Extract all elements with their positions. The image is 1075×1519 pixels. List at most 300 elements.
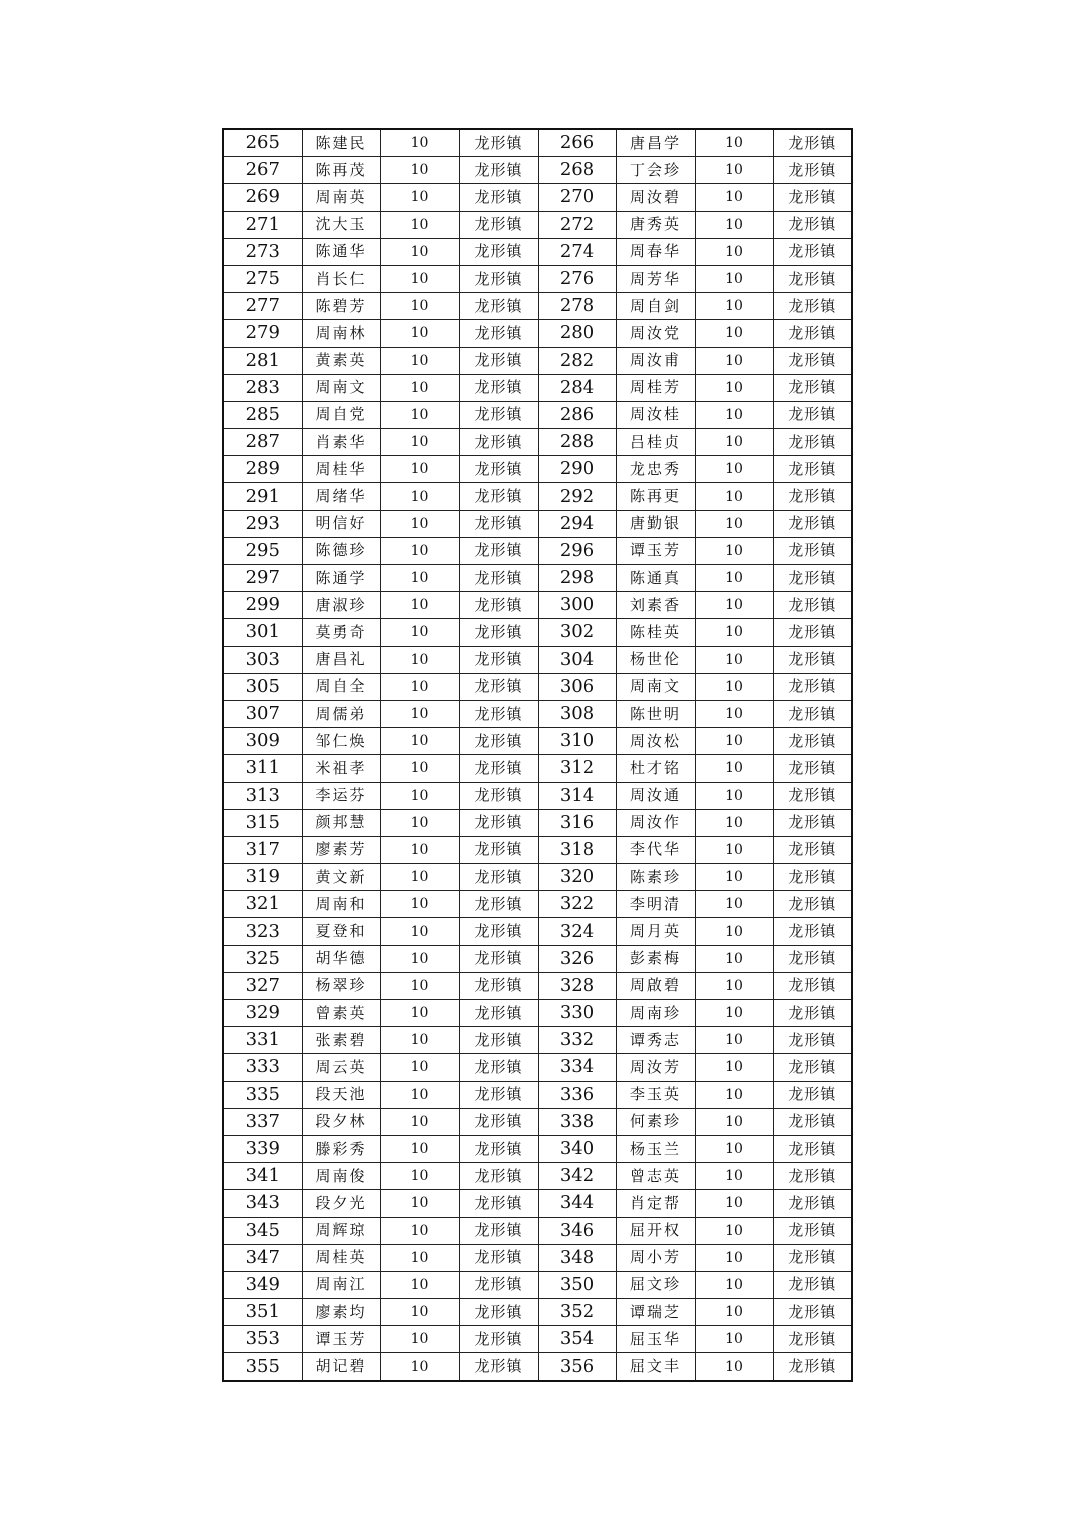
person-name-cell: 肖素华 [302, 429, 380, 456]
table-row [223, 1190, 852, 1217]
amount-cell: 10 [695, 1353, 773, 1381]
town-name-cell: 龙形镇 [773, 320, 852, 347]
person-name-cell: 周汝松 [616, 728, 695, 755]
entry-number-cell: 287 [223, 429, 302, 456]
entry-number-cell: 304 [538, 646, 616, 673]
town-name-cell: 龙形镇 [773, 592, 852, 619]
entry-number-cell: 297 [223, 565, 302, 592]
amount-cell: 10 [695, 728, 773, 755]
town-name-cell: 龙形镇 [773, 157, 852, 184]
person-name-cell: 唐秀英 [616, 211, 695, 238]
amount-cell: 10 [380, 537, 459, 564]
entry-number-cell: 295 [223, 537, 302, 564]
person-name-cell: 米祖孝 [302, 755, 380, 782]
entry-number-cell: 283 [223, 374, 302, 401]
table-row [223, 1163, 852, 1190]
amount-cell: 10 [380, 1353, 459, 1381]
entry-number-cell: 355 [223, 1353, 302, 1381]
town-name-cell: 龙形镇 [773, 782, 852, 809]
amount-cell: 10 [380, 1135, 459, 1162]
town-name-cell: 龙形镇 [459, 1353, 538, 1381]
town-name-cell: 龙形镇 [773, 891, 852, 918]
amount-cell: 10 [695, 429, 773, 456]
entry-number-cell: 352 [538, 1299, 616, 1326]
person-name-cell: 曾素英 [302, 1000, 380, 1027]
table-row [223, 320, 852, 347]
amount-cell: 10 [695, 1135, 773, 1162]
town-name-cell: 龙形镇 [459, 429, 538, 456]
town-name-cell: 龙形镇 [773, 401, 852, 428]
amount-cell: 10 [695, 293, 773, 320]
entry-number-cell: 337 [223, 1108, 302, 1135]
entry-number-cell: 277 [223, 293, 302, 320]
town-name-cell: 龙形镇 [773, 1190, 852, 1217]
town-name-cell: 龙形镇 [773, 700, 852, 727]
entry-number-cell: 334 [538, 1054, 616, 1081]
town-name-cell: 龙形镇 [773, 864, 852, 891]
amount-cell: 10 [380, 157, 459, 184]
town-name-cell: 龙形镇 [773, 1027, 852, 1054]
entry-number-cell: 324 [538, 918, 616, 945]
entry-number-cell: 317 [223, 836, 302, 863]
town-name-cell: 龙形镇 [459, 211, 538, 238]
town-name-cell: 龙形镇 [459, 918, 538, 945]
table-row [223, 673, 852, 700]
table-row [223, 429, 852, 456]
table-row [223, 184, 852, 211]
person-name-cell: 周汝芳 [616, 1054, 695, 1081]
entry-number-cell: 269 [223, 184, 302, 211]
entry-number-cell: 342 [538, 1163, 616, 1190]
entry-number-cell: 353 [223, 1326, 302, 1353]
amount-cell: 10 [695, 401, 773, 428]
person-name-cell: 周春华 [616, 238, 695, 265]
entry-number-cell: 315 [223, 809, 302, 836]
person-name-cell: 肖长仁 [302, 265, 380, 292]
table-row [223, 1217, 852, 1244]
entry-number-cell: 347 [223, 1244, 302, 1271]
person-name-cell: 周汝党 [616, 320, 695, 347]
table-row [223, 1000, 852, 1027]
town-name-cell: 龙形镇 [459, 129, 538, 157]
person-name-cell: 沈大玉 [302, 211, 380, 238]
person-name-cell: 陈建民 [302, 129, 380, 157]
person-name-cell: 唐昌礼 [302, 646, 380, 673]
town-name-cell: 龙形镇 [459, 864, 538, 891]
amount-cell: 10 [695, 238, 773, 265]
entry-number-cell: 326 [538, 945, 616, 972]
town-name-cell: 龙形镇 [773, 1244, 852, 1271]
person-name-cell: 周南文 [616, 673, 695, 700]
town-name-cell: 龙形镇 [773, 945, 852, 972]
amount-cell: 10 [695, 891, 773, 918]
town-name-cell: 龙形镇 [459, 374, 538, 401]
town-name-cell: 龙形镇 [459, 401, 538, 428]
town-name-cell: 龙形镇 [773, 972, 852, 999]
amount-cell: 10 [380, 700, 459, 727]
entry-number-cell: 313 [223, 782, 302, 809]
amount-cell: 10 [380, 320, 459, 347]
amount-cell: 10 [695, 1081, 773, 1108]
entry-number-cell: 289 [223, 456, 302, 483]
town-name-cell: 龙形镇 [459, 537, 538, 564]
table-row [223, 864, 852, 891]
table-row [223, 972, 852, 999]
amount-cell: 10 [695, 1054, 773, 1081]
person-name-cell: 周儒弟 [302, 700, 380, 727]
table-row [223, 483, 852, 510]
person-name-cell: 陈世明 [616, 700, 695, 727]
town-name-cell: 龙形镇 [459, 836, 538, 863]
town-name-cell: 龙形镇 [459, 1163, 538, 1190]
entry-number-cell: 278 [538, 293, 616, 320]
entry-number-cell: 300 [538, 592, 616, 619]
amount-cell: 10 [695, 619, 773, 646]
table-row [223, 1326, 852, 1353]
person-name-cell: 周自党 [302, 401, 380, 428]
town-name-cell: 龙形镇 [459, 565, 538, 592]
amount-cell: 10 [380, 1054, 459, 1081]
town-name-cell: 龙形镇 [459, 184, 538, 211]
entry-number-cell: 267 [223, 157, 302, 184]
person-name-cell: 周汝甫 [616, 347, 695, 374]
person-name-cell: 陈通真 [616, 565, 695, 592]
entry-number-cell: 301 [223, 619, 302, 646]
entry-number-cell: 321 [223, 891, 302, 918]
entry-number-cell: 302 [538, 619, 616, 646]
person-name-cell: 周南俊 [302, 1163, 380, 1190]
person-name-cell: 唐昌学 [616, 129, 695, 157]
person-name-cell: 邹仁焕 [302, 728, 380, 755]
person-name-cell: 明信好 [302, 510, 380, 537]
person-name-cell: 屈玉华 [616, 1326, 695, 1353]
entry-number-cell: 332 [538, 1027, 616, 1054]
amount-cell: 10 [695, 456, 773, 483]
amount-cell: 10 [695, 918, 773, 945]
entry-number-cell: 280 [538, 320, 616, 347]
person-name-cell: 陈通学 [302, 565, 380, 592]
amount-cell: 10 [380, 1326, 459, 1353]
town-name-cell: 龙形镇 [773, 238, 852, 265]
amount-cell: 10 [380, 755, 459, 782]
town-name-cell: 龙形镇 [459, 1190, 538, 1217]
amount-cell: 10 [695, 129, 773, 157]
person-name-cell: 龙忠秀 [616, 456, 695, 483]
entry-number-cell: 284 [538, 374, 616, 401]
town-name-cell: 龙形镇 [773, 510, 852, 537]
table-row [223, 1353, 852, 1381]
person-name-cell: 谭秀志 [616, 1027, 695, 1054]
town-name-cell: 龙形镇 [459, 265, 538, 292]
entry-number-cell: 293 [223, 510, 302, 537]
person-name-cell: 杜才铭 [616, 755, 695, 782]
amount-cell: 10 [380, 1299, 459, 1326]
town-name-cell: 龙形镇 [773, 374, 852, 401]
entry-number-cell: 272 [538, 211, 616, 238]
town-name-cell: 龙形镇 [459, 293, 538, 320]
table-row [223, 401, 852, 428]
person-name-cell: 段夕林 [302, 1108, 380, 1135]
town-name-cell: 龙形镇 [773, 1326, 852, 1353]
table-row [223, 1054, 852, 1081]
amount-cell: 10 [695, 864, 773, 891]
amount-cell: 10 [380, 836, 459, 863]
amount-cell: 10 [380, 972, 459, 999]
entry-number-cell: 330 [538, 1000, 616, 1027]
person-name-cell: 唐淑珍 [302, 592, 380, 619]
amount-cell: 10 [380, 374, 459, 401]
amount-cell: 10 [380, 809, 459, 836]
entry-number-cell: 331 [223, 1027, 302, 1054]
amount-cell: 10 [380, 1027, 459, 1054]
entry-number-cell: 291 [223, 483, 302, 510]
town-name-cell: 龙形镇 [773, 211, 852, 238]
amount-cell: 10 [380, 129, 459, 157]
amount-cell: 10 [380, 1000, 459, 1027]
entry-number-cell: 329 [223, 1000, 302, 1027]
amount-cell: 10 [380, 265, 459, 292]
entry-number-cell: 348 [538, 1244, 616, 1271]
amount-cell: 10 [695, 972, 773, 999]
table-row [223, 1135, 852, 1162]
entry-number-cell: 328 [538, 972, 616, 999]
table-row [223, 265, 852, 292]
person-name-cell: 周南江 [302, 1271, 380, 1298]
person-name-cell: 廖素芳 [302, 836, 380, 863]
table-row [223, 755, 852, 782]
entry-number-cell: 282 [538, 347, 616, 374]
entry-number-cell: 294 [538, 510, 616, 537]
entry-number-cell: 350 [538, 1271, 616, 1298]
table-row [223, 646, 852, 673]
person-name-cell: 周南英 [302, 184, 380, 211]
town-name-cell: 龙形镇 [773, 673, 852, 700]
amount-cell: 10 [380, 1190, 459, 1217]
person-name-cell: 周南珍 [616, 1000, 695, 1027]
person-name-cell: 屈文丰 [616, 1353, 695, 1381]
town-name-cell: 龙形镇 [459, 646, 538, 673]
table-row [223, 211, 852, 238]
entry-number-cell: 296 [538, 537, 616, 564]
entry-number-cell: 325 [223, 945, 302, 972]
person-name-cell: 胡华德 [302, 945, 380, 972]
town-name-cell: 龙形镇 [773, 1271, 852, 1298]
amount-cell: 10 [380, 864, 459, 891]
person-name-cell: 谭玉芳 [616, 537, 695, 564]
amount-cell: 10 [380, 1271, 459, 1298]
person-name-cell: 周汝碧 [616, 184, 695, 211]
person-name-cell: 周自剑 [616, 293, 695, 320]
town-name-cell: 龙形镇 [773, 1353, 852, 1381]
entry-number-cell: 343 [223, 1190, 302, 1217]
person-name-cell: 丁会珍 [616, 157, 695, 184]
town-name-cell: 龙形镇 [773, 537, 852, 564]
entry-number-cell: 288 [538, 429, 616, 456]
amount-cell: 10 [695, 1108, 773, 1135]
table-row [223, 537, 852, 564]
town-name-cell: 龙形镇 [773, 1299, 852, 1326]
person-name-cell: 陈桂英 [616, 619, 695, 646]
table-row [223, 565, 852, 592]
town-name-cell: 龙形镇 [459, 945, 538, 972]
entry-number-cell: 285 [223, 401, 302, 428]
table-row [223, 238, 852, 265]
entry-number-cell: 307 [223, 700, 302, 727]
town-name-cell: 龙形镇 [773, 1054, 852, 1081]
person-name-cell: 周桂芳 [616, 374, 695, 401]
entry-number-cell: 320 [538, 864, 616, 891]
amount-cell: 10 [695, 320, 773, 347]
entry-number-cell: 346 [538, 1217, 616, 1244]
person-name-cell: 周南林 [302, 320, 380, 347]
town-name-cell: 龙形镇 [459, 755, 538, 782]
amount-cell: 10 [380, 401, 459, 428]
amount-cell: 10 [380, 293, 459, 320]
table-row [223, 1081, 852, 1108]
amount-cell: 10 [380, 673, 459, 700]
amount-cell: 10 [380, 1081, 459, 1108]
entry-number-cell: 310 [538, 728, 616, 755]
amount-cell: 10 [695, 483, 773, 510]
person-name-cell: 周南文 [302, 374, 380, 401]
amount-cell: 10 [380, 782, 459, 809]
amount-cell: 10 [380, 646, 459, 673]
entry-number-cell: 279 [223, 320, 302, 347]
entry-number-cell: 340 [538, 1135, 616, 1162]
amount-cell: 10 [695, 265, 773, 292]
town-name-cell: 龙形镇 [773, 129, 852, 157]
amount-cell: 10 [695, 1299, 773, 1326]
town-name-cell: 龙形镇 [773, 184, 852, 211]
person-name-cell: 廖素均 [302, 1299, 380, 1326]
amount-cell: 10 [380, 347, 459, 374]
amount-cell: 10 [695, 1271, 773, 1298]
town-name-cell: 龙形镇 [459, 1000, 538, 1027]
entry-number-cell: 356 [538, 1353, 616, 1381]
entry-number-cell: 273 [223, 238, 302, 265]
table-row [223, 891, 852, 918]
amount-cell: 10 [380, 891, 459, 918]
table-row [223, 510, 852, 537]
table-row [223, 782, 852, 809]
amount-cell: 10 [380, 1244, 459, 1271]
entry-number-cell: 275 [223, 265, 302, 292]
amount-cell: 10 [695, 1244, 773, 1271]
amount-cell: 10 [380, 619, 459, 646]
table-row [223, 918, 852, 945]
entry-number-cell: 286 [538, 401, 616, 428]
amount-cell: 10 [380, 510, 459, 537]
amount-cell: 10 [695, 646, 773, 673]
town-name-cell: 龙形镇 [773, 429, 852, 456]
entry-number-cell: 336 [538, 1081, 616, 1108]
person-name-cell: 滕彩秀 [302, 1135, 380, 1162]
entry-number-cell: 351 [223, 1299, 302, 1326]
entry-number-cell: 305 [223, 673, 302, 700]
entry-number-cell: 311 [223, 755, 302, 782]
town-name-cell: 龙形镇 [773, 619, 852, 646]
amount-cell: 10 [695, 673, 773, 700]
person-name-cell: 刘素香 [616, 592, 695, 619]
town-name-cell: 龙形镇 [773, 728, 852, 755]
entry-number-cell: 345 [223, 1217, 302, 1244]
entry-number-cell: 306 [538, 673, 616, 700]
town-name-cell: 龙形镇 [459, 483, 538, 510]
town-name-cell: 龙形镇 [459, 456, 538, 483]
table-row [223, 157, 852, 184]
entry-number-cell: 265 [223, 129, 302, 157]
town-name-cell: 龙形镇 [773, 456, 852, 483]
amount-cell: 10 [695, 537, 773, 564]
table-row [223, 1299, 852, 1326]
amount-cell: 10 [380, 918, 459, 945]
entry-number-cell: 338 [538, 1108, 616, 1135]
person-name-cell: 肖定帮 [616, 1190, 695, 1217]
person-name-cell: 李明清 [616, 891, 695, 918]
person-name-cell: 段夕光 [302, 1190, 380, 1217]
person-name-cell: 莫勇奇 [302, 619, 380, 646]
person-name-cell: 周汝桂 [616, 401, 695, 428]
town-name-cell: 龙形镇 [773, 918, 852, 945]
entry-number-cell: 266 [538, 129, 616, 157]
entry-number-cell: 319 [223, 864, 302, 891]
town-name-cell: 龙形镇 [459, 1299, 538, 1326]
town-name-cell: 龙形镇 [459, 1054, 538, 1081]
town-name-cell: 龙形镇 [459, 1135, 538, 1162]
entry-number-cell: 270 [538, 184, 616, 211]
town-name-cell: 龙形镇 [773, 646, 852, 673]
entry-number-cell: 299 [223, 592, 302, 619]
town-name-cell: 龙形镇 [459, 1326, 538, 1353]
entry-number-cell: 349 [223, 1271, 302, 1298]
entry-number-cell: 308 [538, 700, 616, 727]
entry-number-cell: 322 [538, 891, 616, 918]
person-name-cell: 周云英 [302, 1054, 380, 1081]
amount-cell: 10 [380, 945, 459, 972]
amount-cell: 10 [695, 945, 773, 972]
town-name-cell: 龙形镇 [773, 1163, 852, 1190]
town-name-cell: 龙形镇 [459, 673, 538, 700]
person-name-cell: 谭瑞芝 [616, 1299, 695, 1326]
person-name-cell: 黄文新 [302, 864, 380, 891]
entry-number-cell: 327 [223, 972, 302, 999]
person-name-cell: 颜邦慧 [302, 809, 380, 836]
person-name-cell: 杨玉兰 [616, 1135, 695, 1162]
amount-cell: 10 [695, 565, 773, 592]
person-name-cell: 周桂华 [302, 456, 380, 483]
table-row [223, 836, 852, 863]
person-name-cell: 杨世伦 [616, 646, 695, 673]
town-name-cell: 龙形镇 [459, 510, 538, 537]
town-name-cell: 龙形镇 [459, 592, 538, 619]
table-row [223, 129, 852, 157]
town-name-cell: 龙形镇 [773, 1000, 852, 1027]
amount-cell: 10 [380, 456, 459, 483]
entry-number-cell: 303 [223, 646, 302, 673]
person-name-cell: 曾志英 [616, 1163, 695, 1190]
amount-cell: 10 [695, 347, 773, 374]
table-row [223, 1027, 852, 1054]
person-name-cell: 李运芬 [302, 782, 380, 809]
entry-number-cell: 316 [538, 809, 616, 836]
person-name-cell: 胡记碧 [302, 1353, 380, 1381]
town-name-cell: 龙形镇 [459, 891, 538, 918]
person-name-cell: 李玉英 [616, 1081, 695, 1108]
town-name-cell: 龙形镇 [459, 1244, 538, 1271]
person-name-cell: 陈通华 [302, 238, 380, 265]
table-row [223, 592, 852, 619]
amount-cell: 10 [695, 592, 773, 619]
